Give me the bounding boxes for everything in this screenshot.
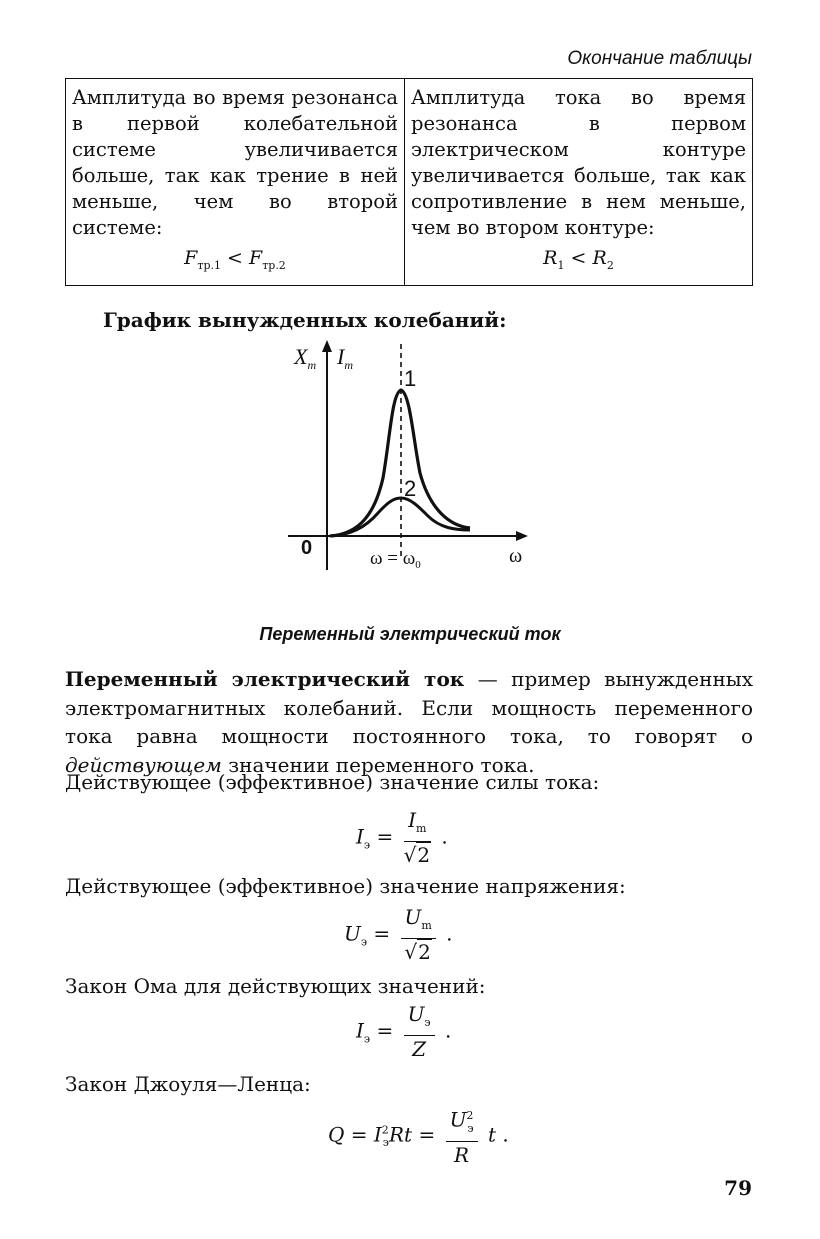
voltage-formula: $U_э$ = $\frac{U_m}{√2}$ . [344,905,453,964]
fraction: $\frac{I_m}{√2}$ [403,808,431,867]
table-cell-mechanical [66,79,405,286]
page-number: 79 [724,1176,752,1200]
table-row [66,79,753,286]
comparison-table [65,78,753,286]
intro-paragraph: Переменный электрический ток — пример вынужденных электромагнитных колебаний. Если мощность переменного тока равна мощности постоянного тока, то говорят о действующем значении переменного тока. [65,667,753,777]
section-heading: Переменный электрический ток [259,624,561,644]
curve-2 [330,498,470,536]
current-label: Действующее (эффективное) значение силы тока: [65,770,600,794]
current-formula: $I_э$ = $\frac{I_m}{√2}$ . [356,808,448,867]
y-label-i: $I_m$ [337,344,353,372]
continuation-note: Окончание таблицы [567,48,752,69]
friction-inequality: $F_{тр.1} < F_{тр.2}$ [184,247,286,272]
ohm-formula: $I_э$ = $\frac{U_э}{Z}$ . [356,1002,452,1061]
voltage-label: Действующее (эффективное) значение напряжения: [65,874,626,898]
x-axis-arrow-icon [516,531,528,541]
x-label: ω [509,545,523,567]
resonance-graph [280,338,540,578]
curve-2-label: 2 [404,476,417,501]
curve-1 [330,390,470,536]
origin-label: 0 [301,537,313,559]
curve-1-label: 1 [404,366,417,391]
term-bold: Переменный электрический ток [65,667,465,691]
joule-formula: $Q = I^2_эRt$ = $\frac{U^2_э}{R}$ t . [328,1104,509,1168]
y-axis-arrow-icon [322,340,332,352]
fraction: $\frac{U_m}{√2}$ [401,905,436,965]
fraction: $\frac{U_э}{Z}$ [404,1002,435,1062]
table-cell-electrical [405,79,753,286]
fraction: $\frac{U^2_э}{R}$ [446,1104,478,1168]
term-italic: действующем [65,752,222,777]
cell-text: Амплитуда во время резонанса в первой колебательной системе увеличивается больше, так как трение в ней меньше, чем во второй системе: [72,86,398,239]
y-label-x: $X_m$ [294,344,317,372]
cell-text: Амплитуда тока во время резонанса в первом электрическом контуре увеличивается больше, так как сопротивление в нем меньше, чем во втором контуре: [411,86,746,239]
resonance-label: $\omega = \omega_0$ [370,548,421,571]
graph-heading: График вынужденных колебаний: [103,308,507,332]
resistance-inequality: $R_1 < R_2$ [543,247,614,272]
ohm-label: Закон Ома для действующих значений: [65,974,486,998]
joule-label: Закон Джоуля—Ленца: [65,1072,311,1096]
